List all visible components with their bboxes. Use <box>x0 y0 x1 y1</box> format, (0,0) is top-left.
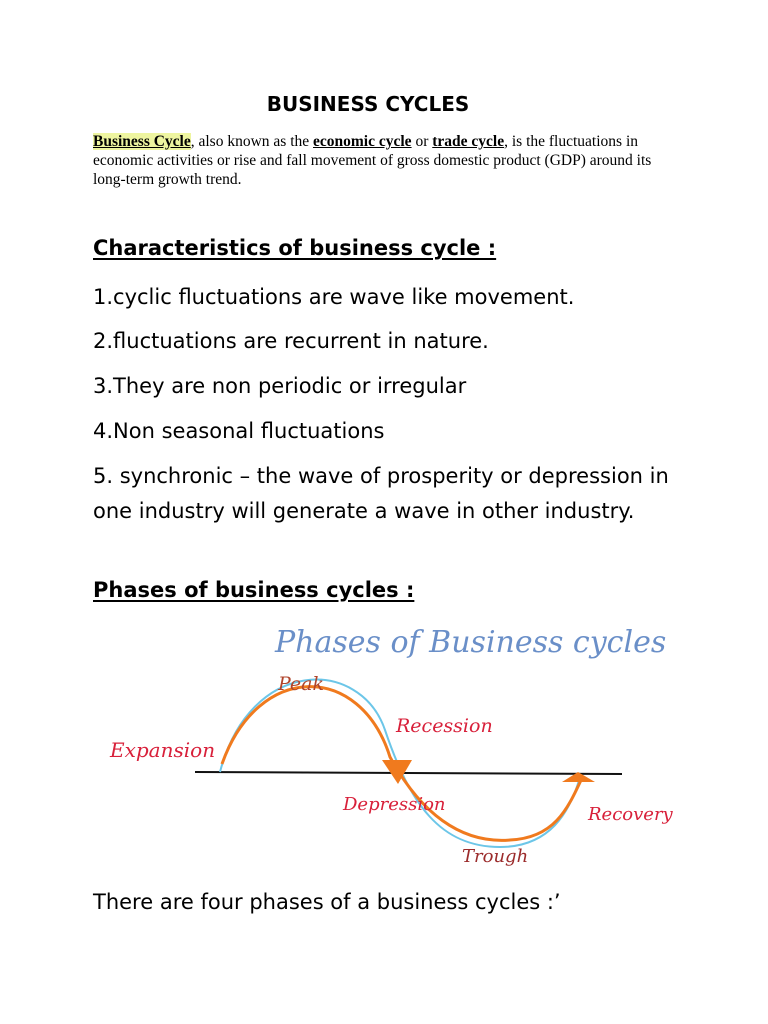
label-recovery: Recovery <box>588 804 673 825</box>
intro-text-3: , is the fluctuations in economic activities or rise and fall movement of gross domestic product (GDP) around its long-term growth trend. <box>93 133 652 188</box>
label-trough: Trough <box>462 846 529 867</box>
trend-axis-line <box>195 772 622 774</box>
term-business-cycle: Business Cycle <box>93 133 191 150</box>
phases-heading: Phases of business cycles : <box>93 578 415 602</box>
diagram-title: Phases of Business cycles <box>275 625 667 660</box>
intro-text-2: or <box>411 133 433 150</box>
document-title: BUSINESS CYCLES <box>266 92 470 116</box>
intro-text-1: , also known as the <box>190 133 314 150</box>
business-cycle-diagram <box>100 612 680 872</box>
characteristics-heading: Characteristics of business cycle : <box>93 236 497 260</box>
label-depression: Depression <box>343 794 446 815</box>
closing-sentence: There are four phases of a business cycles :’ <box>93 890 561 914</box>
label-expansion: Expansion <box>110 738 216 762</box>
label-peak: Peak <box>278 673 325 695</box>
characteristic-item-5: 5. synchronic – the wave of prosperity or depression in one industry will generate a wave in other industry. <box>93 464 669 523</box>
characteristic-item-4: 4.Non seasonal fluctuations <box>93 419 385 443</box>
intro-paragraph <box>93 132 683 189</box>
term-trade-cycle: trade cycle <box>432 133 505 150</box>
term-economic-cycle: economic cycle <box>313 133 412 150</box>
characteristic-item-1: 1.cyclic fluctuations are wave like movement. <box>93 285 575 309</box>
characteristic-item-2: 2.fluctuations are recurrent in nature. <box>93 329 489 353</box>
label-recession: Recession <box>396 715 493 737</box>
characteristic-item-3: 3.They are non periodic or irregular <box>93 374 467 398</box>
